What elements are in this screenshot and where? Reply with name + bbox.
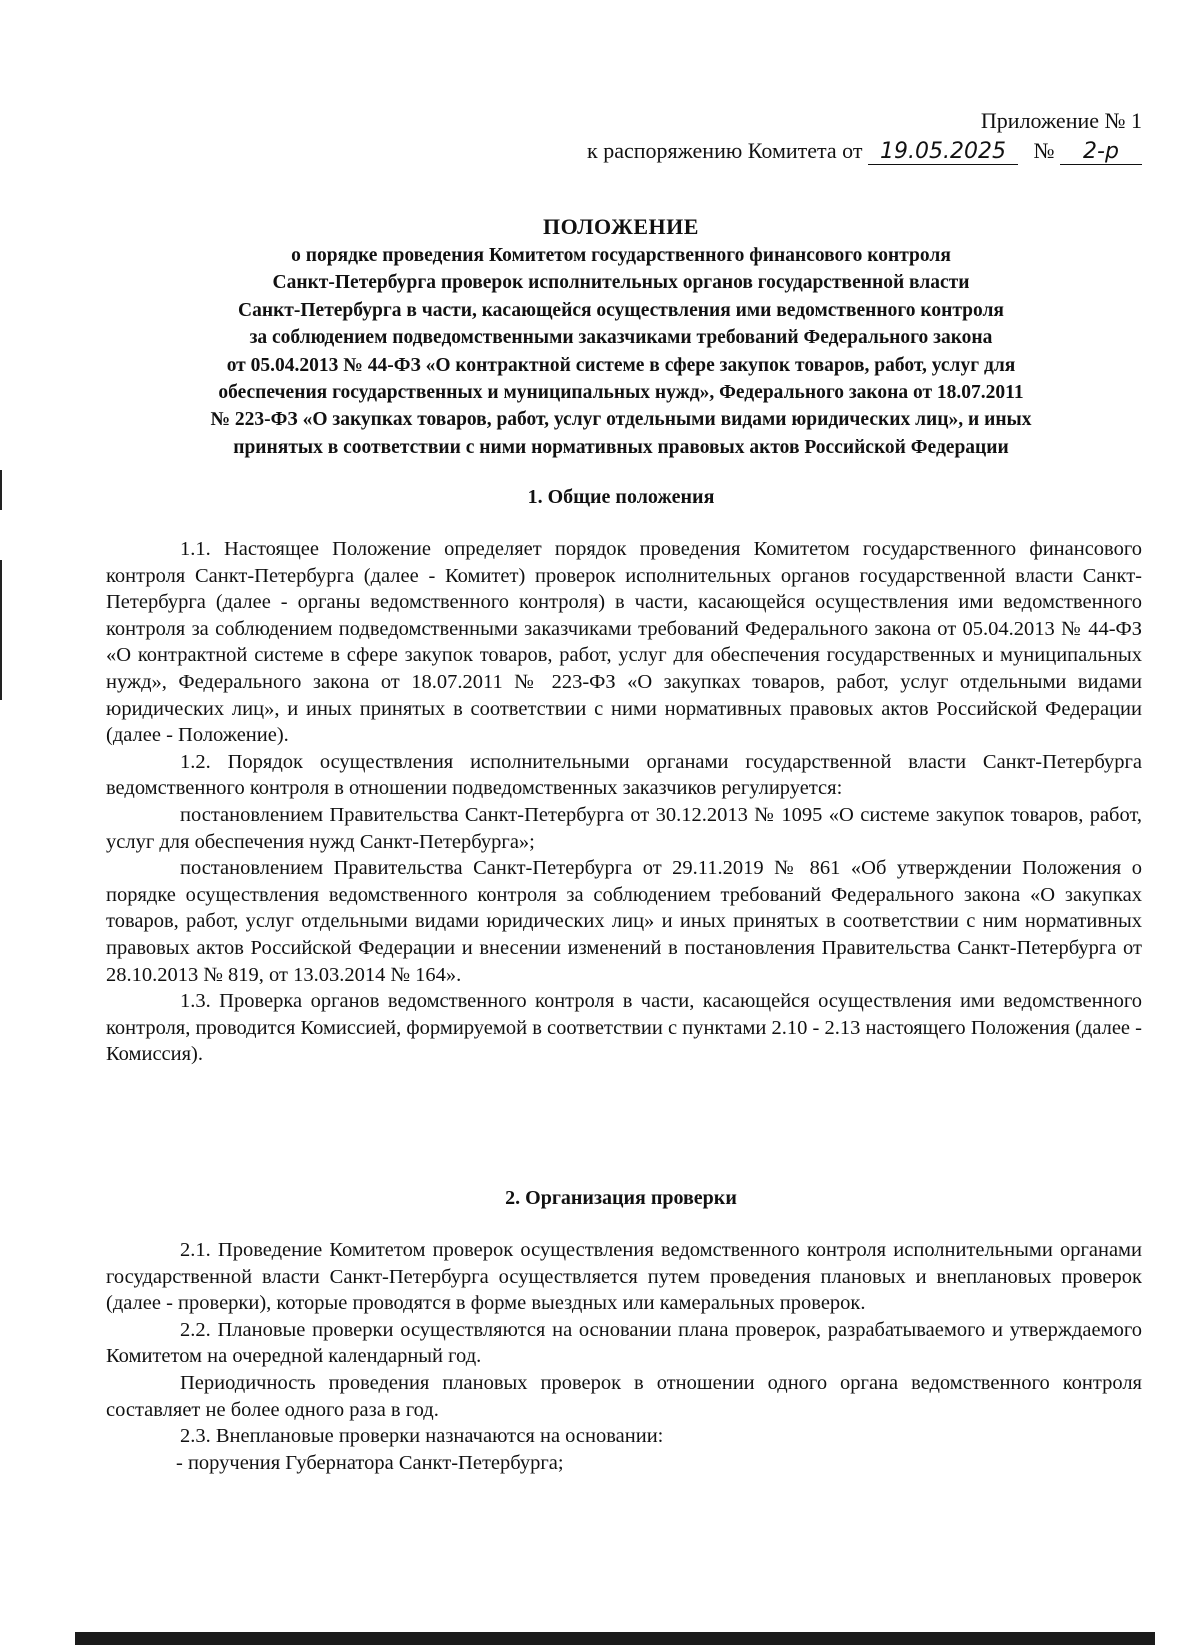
title-line: № 223-ФЗ «О закупках товаров, работ, услуг отдельными видами юридических лиц», и иных <box>210 409 1032 431</box>
order-date-handwritten: 19.05.2025 <box>868 140 1018 165</box>
number-sign: № <box>1033 138 1055 163</box>
title-line: принятых в соответствии с ними нормативных правовых актов Российской Федерации <box>233 436 1009 458</box>
paragraph: 1.1. Настоящее Положение определяет порядок проведения Комитетом государственного финансового контроля Санкт-Петербурга (далее - Комитет) проверок исполнительных органов государственной власти Санкт-Петербурга (далее - органы ведомственного контроля) в части, касающейся осуществления ими ведомственного контроля за соблюдением подведомственными заказчиками требований Федерального закона от 05.04.2013 № 44-ФЗ «О контрактной системе в сфере закупок товаров, работ, услуг для обеспечения государственных и муниципальных нужд», Федерального закона от 18.07.2011 № 223-ФЗ «О закупках товаров, работ, услуг отдельными видами юридических лиц», и иных принятых в соответствии с ними нормативных правовых актов Российской Федерации (далее - Положение). <box>106 538 1142 747</box>
document-title <box>100 212 1142 461</box>
title-line: обеспечения государственных и муниципальных нужд», Федерального закона от 18.07.2011 <box>218 382 1024 404</box>
order-reference <box>587 136 1142 166</box>
title-line: о порядке проведения Комитетом государственного финансового контроля <box>291 245 951 266</box>
title-line: за соблюдением подведомственными заказчиками требований Федерального закона <box>249 327 993 349</box>
order-number-handwritten: 2-р <box>1060 140 1142 165</box>
title-main: ПОЛОЖЕНИЕ <box>543 214 699 239</box>
paragraph: постановлением Правительства Санкт-Петербурга от 29.11.2019 № 861 «Об утверждении Положения о порядке осуществления ведомственного контроля за соблюдением требований Федерального закона «О закупках товаров, работ, услуг отдельными видами юридических лиц» и иных принятых в соответствии с ним нормативных правовых актов Российской Федерации и внесении изменений в постановления Правительства Санкт-Петербурга от 28.10.2013 № 819, от 13.03.2014 № 164». <box>106 857 1142 986</box>
title-line: от 05.04.2013 № 44-ФЗ «О контрактной системе в сфере закупок товаров, работ, услуг для <box>226 354 1016 376</box>
appendix-number: Приложение № 1 <box>980 108 1142 133</box>
paragraph: 2.3. Внеплановые проверки назначаются на основании: <box>180 1425 664 1448</box>
order-prefix: к распоряжению Комитета от <box>587 138 863 163</box>
paragraph: 2.2. Плановые проверки осуществляются на основании плана проверок, разрабатываемого и утверждаемого Комитетом на очередной календарный год. <box>106 1318 1142 1368</box>
paragraph: постановлением Правительства Санкт-Петербурга от 30.12.2013 № 1095 «О системе закупок товаров, работ, услуг для обеспечения нужд Санкт-Петербурга»; <box>106 803 1142 853</box>
paragraph: 1.3. Проверка органов ведомственного контроля в части, касающейся осуществления ими ведомственного контроля, проводится Комиссией, формируемой в соответствии с пунктами 2.10 - 2.13 настоящего Положения (далее - Комиссия). <box>106 990 1142 1066</box>
title-line: Санкт-Петербурга проверок исполнительных органов государственной власти <box>272 272 970 294</box>
scan-edge-mark <box>0 470 2 510</box>
section-1-body <box>106 536 1142 1068</box>
scan-bottom-edge <box>75 1632 1155 1645</box>
appendix-header <box>587 106 1142 166</box>
paragraph: 2.1. Проведение Комитетом проверок осуществления ведомственного контроля исполнительными органами государственной власти Санкт-Петербурга осуществляется путем проведения плановых и внеплановых проверок (далее - проверки), которые проводятся в форме выездных или камеральных проверок. <box>106 1239 1142 1315</box>
title-line: Санкт-Петербурга в части, касающейся осуществления ими ведомственного контроля <box>238 299 1004 321</box>
paragraph: Периодичность проведения плановых проверок в отношении одного органа ведомственного контроля составляет не более одного раза в год. <box>106 1371 1142 1421</box>
scan-edge-mark <box>0 560 2 700</box>
title-subtitle <box>100 242 1142 461</box>
section-1-heading: 1. Общие положения <box>527 486 715 508</box>
paragraph: 1.2. Порядок осуществления исполнительными органами государственной власти Санкт-Петербурга ведомственного контроля в отношении подведомственных заказчиков регулируется: <box>106 750 1142 800</box>
section-2-heading: 2. Организация проверки <box>505 1187 737 1209</box>
section-2-body <box>106 1237 1142 1476</box>
list-item: - поручения Губернатора Санкт-Петербурга; <box>176 1451 564 1474</box>
